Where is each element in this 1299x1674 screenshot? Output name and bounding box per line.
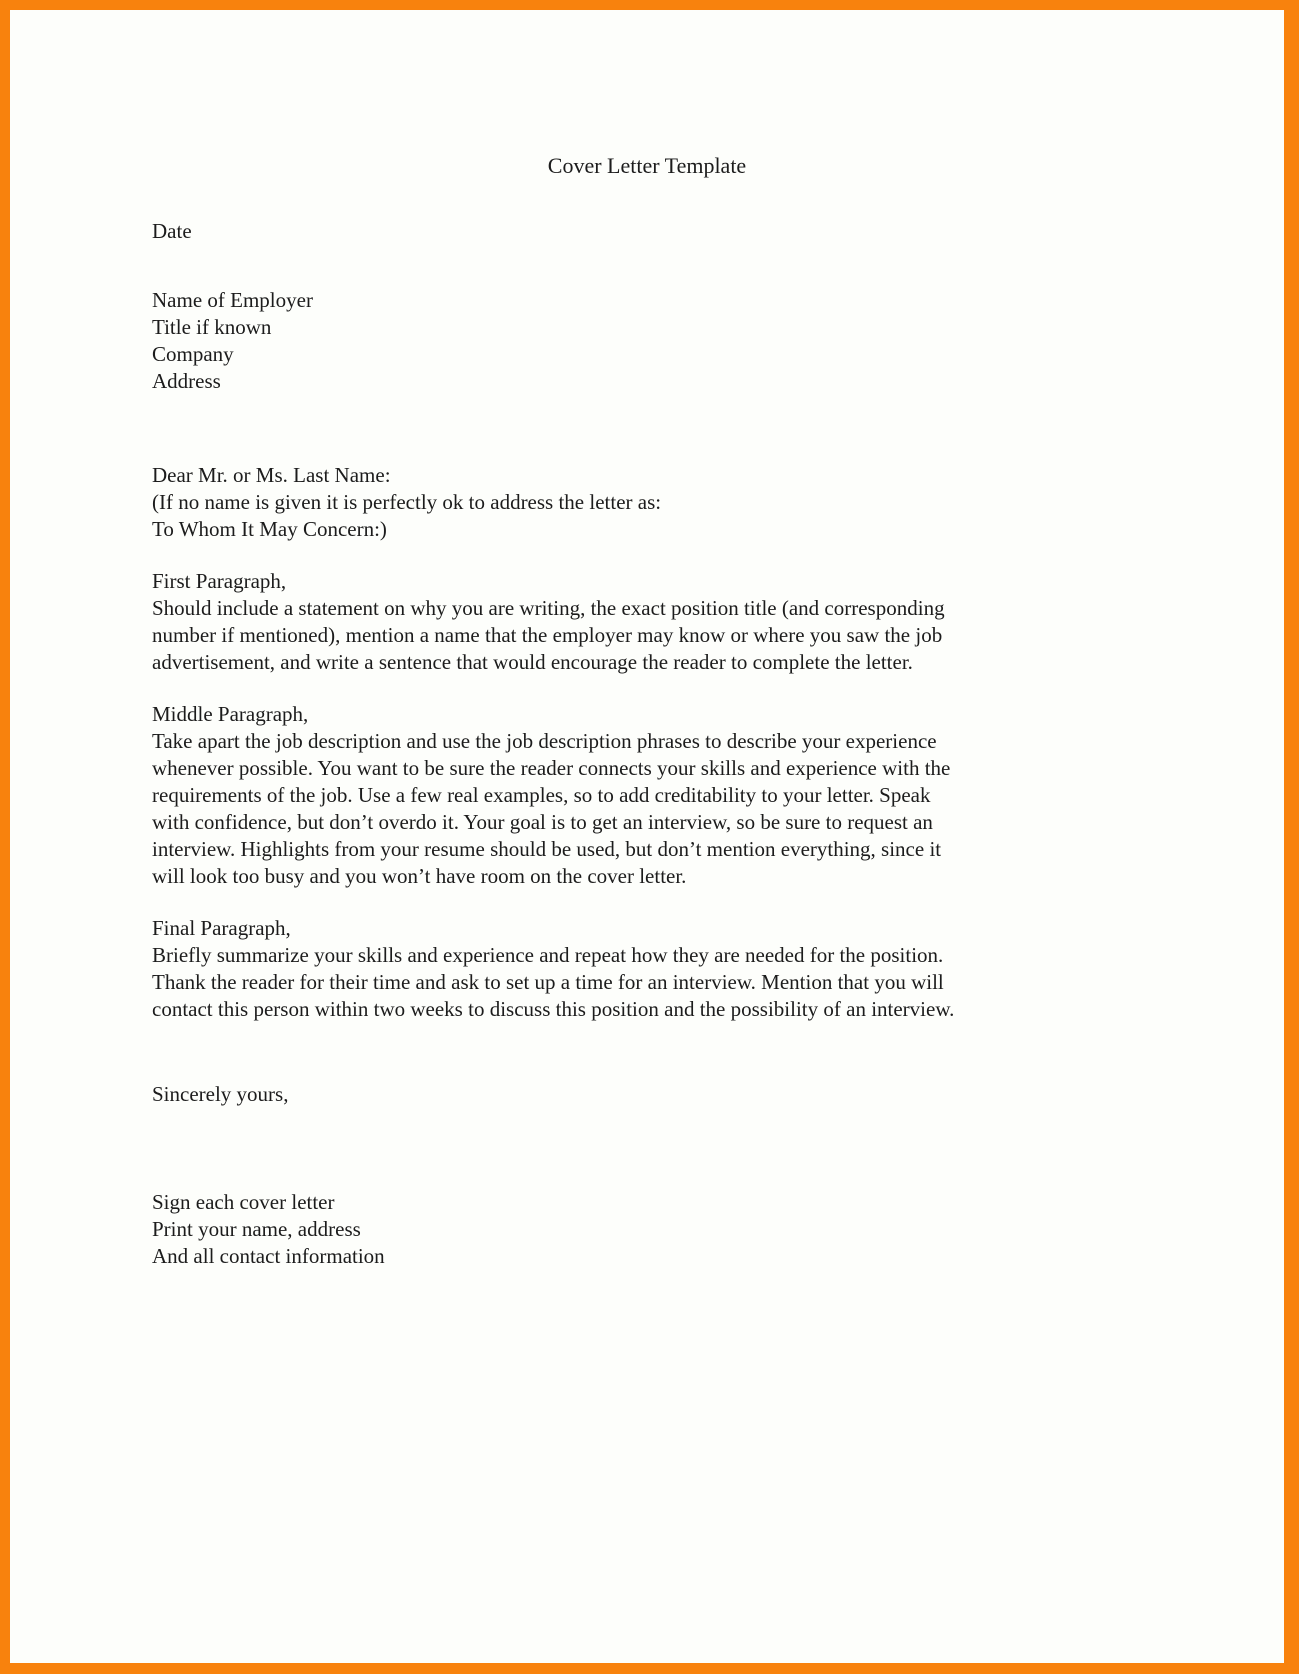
salutation-block (152, 462, 1244, 543)
signature-line-1: Sign each cover letter (152, 1190, 335, 1214)
first-paragraph-line-1: Should include a statement on why you are writing, the exact position title (and corresponding (152, 596, 945, 620)
middle-paragraph-line-5: interview. Highlights from your resume should be used, but don’t mention everything, since it (152, 837, 942, 861)
middle-paragraph-block (152, 701, 1244, 890)
first-paragraph-block (152, 568, 1244, 676)
closing-salutation: Sincerely yours, (152, 1082, 289, 1106)
employer-name-line: Name of Employer (152, 288, 313, 312)
letter-title: Cover Letter Template (547, 153, 747, 178)
first-paragraph-line-3: advertisement, and write a sentence that would encourage the reader to complete the letter. (152, 650, 913, 674)
date-placeholder: Date (152, 219, 192, 243)
final-paragraph-heading: Final Paragraph, (152, 916, 291, 940)
middle-paragraph-line-1: Take apart the job description and use the job description phrases to describe your experience (152, 729, 937, 753)
middle-paragraph-line-2: whenever possible. You want to be sure the reader connects your skills and experience with the (152, 756, 951, 780)
first-paragraph-line-2: number if mentioned), mention a name that the employer may know or where you saw the job (152, 623, 943, 647)
signature-line-2: Print your name, address (152, 1217, 361, 1241)
middle-paragraph-line-3: requirements of the job. Use a few real examples, so to add creditability to your letter. Speak (152, 783, 931, 807)
final-paragraph-line-2: Thank the reader for their time and ask to set up a time for an interview. Mention that you will (152, 970, 944, 994)
employer-address-line: Address (152, 369, 221, 393)
employer-title-line: Title if known (152, 315, 272, 339)
signature-instructions-block (152, 1189, 1244, 1270)
salutation-note-line-1: (If no name is given it is perfectly ok to address the letter as: (152, 490, 662, 514)
letter-page (10, 10, 1284, 1663)
middle-paragraph-line-6: will look too busy and you won’t have room on the cover letter. (152, 864, 687, 888)
first-paragraph-heading: First Paragraph, (152, 569, 287, 593)
salutation-note-line-2: To Whom It May Concern:) (152, 517, 387, 541)
signature-line-3: And all contact information (152, 1244, 385, 1268)
salutation-line: Dear Mr. or Ms. Last Name: (152, 463, 391, 487)
employer-company-line: Company (152, 342, 234, 366)
final-paragraph-line-1: Briefly summarize your skills and experience and repeat how they are needed for the position. (152, 943, 944, 967)
middle-paragraph-heading: Middle Paragraph, (152, 702, 309, 726)
final-paragraph-line-3: contact this person within two weeks to discuss this position and the possibility of an interview. (152, 997, 955, 1021)
employer-address-block (152, 287, 1244, 395)
middle-paragraph-line-4: with confidence, but don’t overdo it. Your goal is to get an interview, so be sure to request an (152, 810, 933, 834)
final-paragraph-block (152, 915, 1244, 1023)
